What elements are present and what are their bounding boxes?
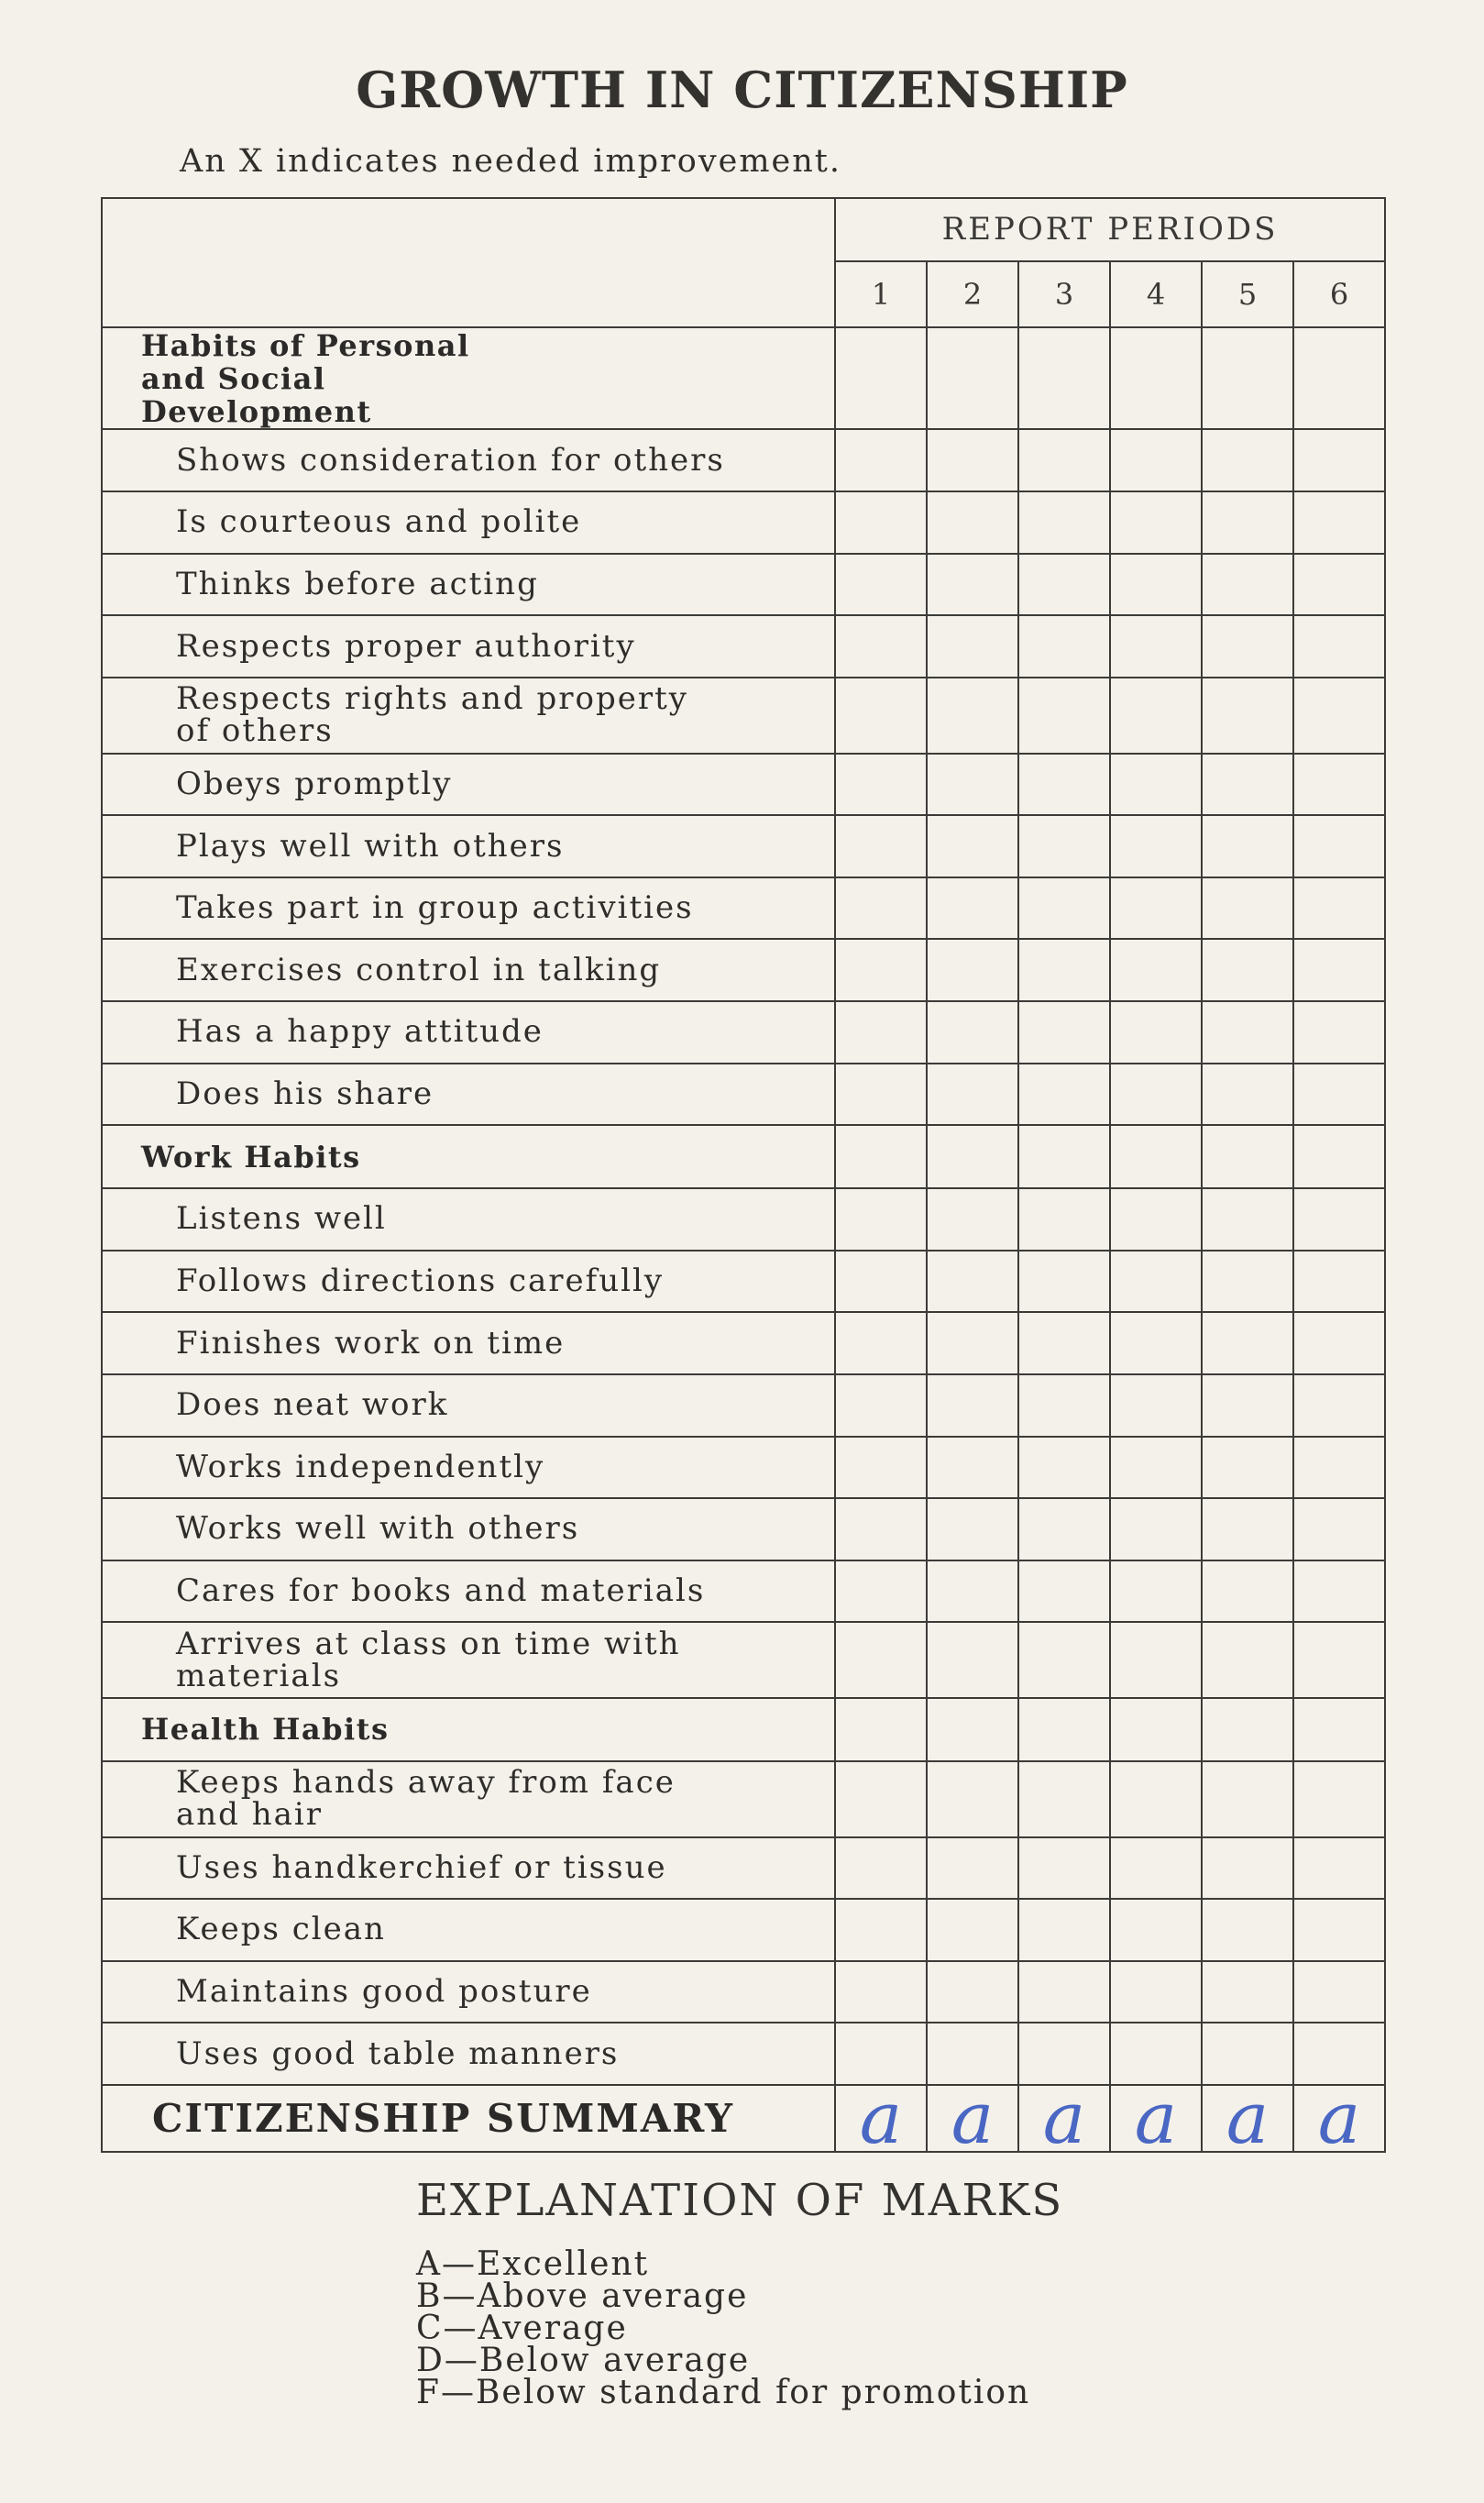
habit-item-period-6-cell — [1293, 1761, 1385, 1837]
habit-item-period-5-cell — [1202, 1312, 1293, 1374]
habit-item-period-1-cell — [835, 1761, 927, 1837]
habit-item-period-3-cell — [1018, 1761, 1110, 1837]
habit-item-period-3-cell — [1018, 2023, 1110, 2085]
habit-item-period-2-cell — [927, 1437, 1018, 1499]
habit-item-period-2-cell — [927, 1761, 1018, 1837]
habit-item-period-5-cell — [1202, 615, 1293, 678]
section-heading-period-1-cell — [835, 1125, 927, 1188]
habit-item-period-3-cell — [1018, 1961, 1110, 2023]
explanation-title: EXPLANATION OF MARKS — [416, 2175, 1064, 2226]
habit-item-period-4-cell — [1110, 554, 1202, 616]
habit-item-period-4-cell — [1110, 1001, 1202, 1064]
habit-item: Takes part in group activities — [102, 877, 835, 940]
habit-item-period-4-cell — [1110, 1374, 1202, 1437]
habit-item-period-3-cell — [1018, 1188, 1110, 1251]
habit-item-period-1-cell — [835, 1560, 927, 1623]
habit-item-period-4-cell — [1110, 877, 1202, 940]
habit-item-period-5-cell — [1202, 2023, 1293, 2085]
citizenship-table — [101, 197, 1386, 2153]
habit-item-period-6-cell — [1293, 939, 1385, 1001]
habit-item-period-1-cell — [835, 678, 927, 754]
habit-item-period-1-cell — [835, 1001, 927, 1064]
page-title: GROWTH IN CITIZENSHIP — [356, 61, 1128, 119]
habit-item-period-5-cell — [1202, 1498, 1293, 1560]
habit-item: Respects rights and property of others — [102, 678, 835, 754]
habit-item-period-6-cell — [1293, 1837, 1385, 1900]
habit-item-period-6-cell — [1293, 678, 1385, 754]
habit-item-period-4-cell — [1110, 1899, 1202, 1961]
habit-item-period-1-cell — [835, 939, 927, 1001]
habit-item-period-2-cell — [927, 554, 1018, 616]
habit-item-period-2-cell — [927, 1188, 1018, 1251]
habit-item-period-6-cell — [1293, 754, 1385, 816]
habit-item-period-5-cell — [1202, 678, 1293, 754]
habit-item: Follows directions carefully — [102, 1251, 835, 1313]
habit-item-period-1-cell — [835, 754, 927, 816]
habit-item-period-2-cell — [927, 615, 1018, 678]
habit-item-period-2-cell — [927, 877, 1018, 940]
habit-item-period-2-cell — [927, 1622, 1018, 1698]
habit-item-period-5-cell — [1202, 1188, 1293, 1251]
habit-item: Maintains good posture — [102, 1961, 835, 2023]
section-heading-period-3-cell — [1018, 1698, 1110, 1761]
instruction-text: An X indicates needed improvement. — [180, 143, 841, 180]
habit-item-period-1-cell — [835, 615, 927, 678]
habit-item-period-6-cell — [1293, 2023, 1385, 2085]
habit-item-period-6-cell — [1293, 1001, 1385, 1064]
habit-item-period-2-cell — [927, 754, 1018, 816]
habit-item-period-6-cell — [1293, 1251, 1385, 1313]
period-number: 5 — [1202, 261, 1293, 328]
habit-item-period-5-cell — [1202, 1961, 1293, 2023]
habit-item-period-4-cell — [1110, 1251, 1202, 1313]
habit-item-period-6-cell — [1293, 1188, 1385, 1251]
habit-item-period-3-cell — [1018, 1251, 1110, 1313]
legend-line: B—Above average — [416, 2277, 749, 2315]
habit-item-period-5-cell — [1202, 1064, 1293, 1126]
habit-item-period-4-cell — [1110, 1560, 1202, 1623]
section-heading-period-5-cell — [1202, 327, 1293, 429]
habit-item-period-3-cell — [1018, 1498, 1110, 1560]
habit-item-period-4-cell — [1110, 678, 1202, 754]
section-heading-period-1-cell — [835, 1698, 927, 1761]
habit-item: Does his share — [102, 1064, 835, 1126]
habit-item-period-2-cell — [927, 1961, 1018, 2023]
habit-item-period-2-cell — [927, 1899, 1018, 1961]
habit-item-period-2-cell — [927, 678, 1018, 754]
habit-item: Cares for books and materials — [102, 1560, 835, 1623]
legend-line: F—Below standard for promotion — [416, 2374, 1031, 2411]
habit-item-period-6-cell — [1293, 815, 1385, 877]
habit-item-period-6-cell — [1293, 1374, 1385, 1437]
legend-line: D—Below average — [416, 2342, 751, 2379]
habit-item-period-1-cell — [835, 1961, 927, 2023]
habit-item-period-6-cell — [1293, 491, 1385, 554]
section-heading-period-6-cell — [1293, 327, 1385, 429]
section-heading-period-5-cell — [1202, 1125, 1293, 1188]
habit-item-period-1-cell — [835, 429, 927, 491]
habit-item-period-3-cell — [1018, 939, 1110, 1001]
habit-item-period-5-cell — [1202, 1899, 1293, 1961]
habit-item: Respects proper authority — [102, 615, 835, 678]
section-heading-period-2-cell — [927, 327, 1018, 429]
habit-item-period-1-cell — [835, 1188, 927, 1251]
header-blank-cell — [102, 198, 835, 327]
habit-item-period-4-cell — [1110, 1064, 1202, 1126]
summary-mark: a — [927, 2085, 1018, 2152]
habit-item-period-2-cell — [927, 1560, 1018, 1623]
habit-item-period-6-cell — [1293, 615, 1385, 678]
habit-item-period-1-cell — [835, 1064, 927, 1126]
habit-item: Thinks before acting — [102, 554, 835, 616]
habit-item-period-1-cell — [835, 2023, 927, 2085]
habit-item-period-5-cell — [1202, 429, 1293, 491]
habit-item-period-5-cell — [1202, 1837, 1293, 1900]
habit-item-period-2-cell — [927, 939, 1018, 1001]
summary-mark: a — [1110, 2085, 1202, 2152]
habit-item-period-1-cell — [835, 1622, 927, 1698]
habit-item-period-6-cell — [1293, 429, 1385, 491]
period-number: 1 — [835, 261, 927, 328]
summary-mark: a — [1018, 2085, 1110, 2152]
legend-line: A—Excellent — [416, 2245, 650, 2283]
citizenship-summary-label: CITIZENSHIP SUMMARY — [102, 2085, 835, 2152]
habit-item-period-3-cell — [1018, 1899, 1110, 1961]
habit-item-period-3-cell — [1018, 615, 1110, 678]
habit-item: Finishes work on time — [102, 1312, 835, 1374]
habit-item-period-5-cell — [1202, 877, 1293, 940]
period-number: 6 — [1293, 261, 1385, 328]
habit-item-period-6-cell — [1293, 1312, 1385, 1374]
habit-item-period-3-cell — [1018, 1560, 1110, 1623]
habit-item-period-2-cell — [927, 1312, 1018, 1374]
habit-item-period-6-cell — [1293, 1899, 1385, 1961]
section-heading-period-2-cell — [927, 1698, 1018, 1761]
period-number: 3 — [1018, 261, 1110, 328]
section-heading: Health Habits — [102, 1698, 835, 1761]
habit-item: Works independently — [102, 1437, 835, 1499]
habit-item: Keeps clean — [102, 1899, 835, 1961]
habit-item-period-3-cell — [1018, 1064, 1110, 1126]
period-number: 4 — [1110, 261, 1202, 328]
section-heading-period-6-cell — [1293, 1698, 1385, 1761]
habit-item-period-5-cell — [1202, 1251, 1293, 1313]
habit-item-period-5-cell — [1202, 1622, 1293, 1698]
habit-item-period-1-cell — [835, 554, 927, 616]
habit-item: Obeys promptly — [102, 754, 835, 816]
habit-item-period-5-cell — [1202, 754, 1293, 816]
habit-item-period-2-cell — [927, 1374, 1018, 1437]
habit-item-period-6-cell — [1293, 1064, 1385, 1126]
habit-item-period-1-cell — [835, 877, 927, 940]
habit-item-period-3-cell — [1018, 754, 1110, 816]
habit-item-period-1-cell — [835, 1837, 927, 1900]
habit-item-period-3-cell — [1018, 554, 1110, 616]
habit-item-period-3-cell — [1018, 1437, 1110, 1499]
habit-item-period-6-cell — [1293, 1961, 1385, 2023]
habit-item: Listens well — [102, 1188, 835, 1251]
habit-item-period-4-cell — [1110, 1837, 1202, 1900]
habit-item-period-2-cell — [927, 1251, 1018, 1313]
habit-item-period-3-cell — [1018, 491, 1110, 554]
habit-item-period-5-cell — [1202, 1560, 1293, 1623]
habit-item-period-1-cell — [835, 491, 927, 554]
report-periods-header: REPORT PERIODS — [835, 198, 1385, 261]
habit-item-period-1-cell — [835, 815, 927, 877]
habit-item-period-4-cell — [1110, 1188, 1202, 1251]
habit-item: Exercises control in talking — [102, 939, 835, 1001]
section-heading-period-1-cell — [835, 327, 927, 429]
habit-item-period-1-cell — [835, 1312, 927, 1374]
habit-item-period-1-cell — [835, 1498, 927, 1560]
habit-item-period-5-cell — [1202, 1374, 1293, 1437]
habit-item-period-1-cell — [835, 1374, 927, 1437]
summary-mark: a — [1293, 2085, 1385, 2152]
habit-item-period-4-cell — [1110, 615, 1202, 678]
habit-item-period-4-cell — [1110, 491, 1202, 554]
section-heading-period-3-cell — [1018, 327, 1110, 429]
habit-item-period-3-cell — [1018, 1312, 1110, 1374]
section-heading: Habits of Personal and Social Development — [102, 327, 835, 429]
habit-item-period-2-cell — [927, 1064, 1018, 1126]
section-heading-period-4-cell — [1110, 327, 1202, 429]
legend-line: C—Average — [416, 2310, 628, 2347]
section-heading-period-3-cell — [1018, 1125, 1110, 1188]
habit-item: Is courteous and polite — [102, 491, 835, 554]
habit-item-period-3-cell — [1018, 815, 1110, 877]
habit-item-period-6-cell — [1293, 1437, 1385, 1499]
habit-item-period-5-cell — [1202, 815, 1293, 877]
habit-item-period-3-cell — [1018, 1837, 1110, 1900]
habit-item-period-4-cell — [1110, 429, 1202, 491]
habit-item-period-4-cell — [1110, 1498, 1202, 1560]
habit-item-period-4-cell — [1110, 1437, 1202, 1499]
habit-item-period-6-cell — [1293, 1622, 1385, 1698]
habit-item-period-4-cell — [1110, 1761, 1202, 1837]
habit-item-period-2-cell — [927, 2023, 1018, 2085]
habit-item-period-3-cell — [1018, 1374, 1110, 1437]
habit-item-period-4-cell — [1110, 2023, 1202, 2085]
habit-item: Does neat work — [102, 1374, 835, 1437]
habit-item-period-3-cell — [1018, 429, 1110, 491]
habit-item-period-5-cell — [1202, 554, 1293, 616]
habit-item-period-4-cell — [1110, 939, 1202, 1001]
period-number: 2 — [927, 261, 1018, 328]
habit-item: Shows consideration for others — [102, 429, 835, 491]
habit-item-period-6-cell — [1293, 877, 1385, 940]
habit-item-period-2-cell — [927, 1001, 1018, 1064]
habit-item-period-4-cell — [1110, 1312, 1202, 1374]
summary-mark: a — [1202, 2085, 1293, 2152]
habit-item-period-4-cell — [1110, 754, 1202, 816]
habit-item: Plays well with others — [102, 815, 835, 877]
habit-item-period-3-cell — [1018, 678, 1110, 754]
marks-legend — [416, 2245, 1031, 2411]
habit-item: Works well with others — [102, 1498, 835, 1560]
habit-item-period-6-cell — [1293, 1498, 1385, 1560]
habit-item-period-2-cell — [927, 491, 1018, 554]
section-heading: Work Habits — [102, 1125, 835, 1188]
habit-item-period-1-cell — [835, 1899, 927, 1961]
habit-item-period-4-cell — [1110, 1961, 1202, 2023]
habit-item-period-5-cell — [1202, 1761, 1293, 1837]
section-heading-period-6-cell — [1293, 1125, 1385, 1188]
habit-item-period-5-cell — [1202, 939, 1293, 1001]
habit-item-period-4-cell — [1110, 815, 1202, 877]
habit-item-period-4-cell — [1110, 1622, 1202, 1698]
habit-item-period-1-cell — [835, 1251, 927, 1313]
section-heading-period-4-cell — [1110, 1698, 1202, 1761]
habit-item: Has a happy attitude — [102, 1001, 835, 1064]
habit-item-period-5-cell — [1202, 1001, 1293, 1064]
habit-item-period-2-cell — [927, 1837, 1018, 1900]
habit-item-period-3-cell — [1018, 877, 1110, 940]
habit-item: Uses good table manners — [102, 2023, 835, 2085]
habit-item: Uses handkerchief or tissue — [102, 1837, 835, 1900]
habit-item-period-1-cell — [835, 1437, 927, 1499]
section-heading-period-5-cell — [1202, 1698, 1293, 1761]
habit-item-period-2-cell — [927, 1498, 1018, 1560]
habit-item-period-6-cell — [1293, 554, 1385, 616]
habit-item-period-6-cell — [1293, 1560, 1385, 1623]
habit-item-period-3-cell — [1018, 1622, 1110, 1698]
section-heading-period-2-cell — [927, 1125, 1018, 1188]
habit-item: Arrives at class on time with materials — [102, 1622, 835, 1698]
summary-mark: a — [835, 2085, 927, 2152]
habit-item-period-5-cell — [1202, 1437, 1293, 1499]
habit-item-period-2-cell — [927, 815, 1018, 877]
habit-item-period-2-cell — [927, 429, 1018, 491]
habit-item-period-3-cell — [1018, 1001, 1110, 1064]
habit-item-period-5-cell — [1202, 491, 1293, 554]
habit-item: Keeps hands away from face and hair — [102, 1761, 835, 1837]
section-heading-period-4-cell — [1110, 1125, 1202, 1188]
